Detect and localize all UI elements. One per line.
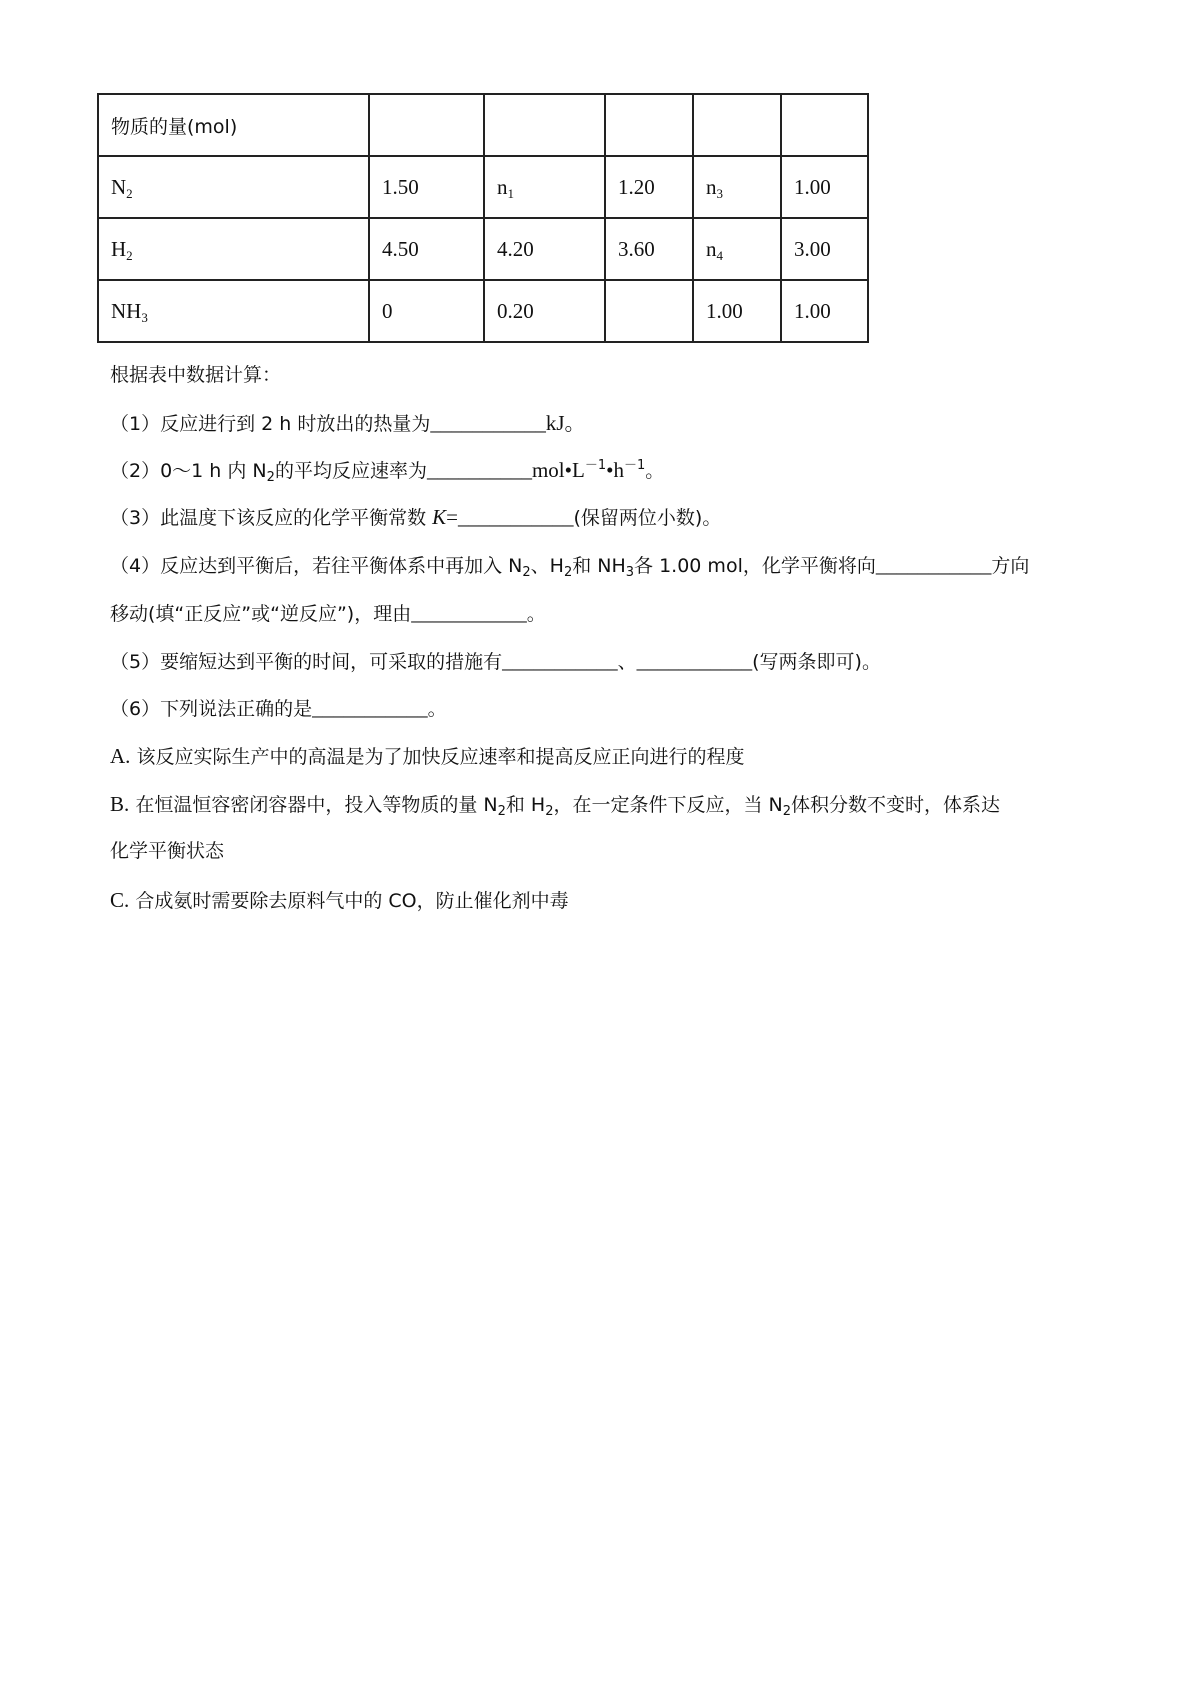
row-species: $N_2$ [98, 156, 369, 218]
table-header-row [98, 94, 868, 156]
table-header-label: 物质的量(mol) [98, 94, 369, 156]
intro-text: 根据表中数据计算： [110, 364, 282, 386]
table-row [98, 218, 868, 280]
table-cell: 1.00 [781, 280, 868, 342]
option-c: C. 合成氨时需要除去原料气中的 CO，防止催化剂中毒 [110, 888, 569, 912]
table-cell: 4.20 [484, 218, 605, 280]
answer-blank: ___________ [312, 696, 428, 720]
answer-blank: ___________ [502, 649, 618, 673]
answer-blank: ___________ [430, 411, 546, 435]
table-cell: 1.00 [781, 156, 868, 218]
table-cell: 3.60 [605, 218, 693, 280]
table-cell: $n_1$ [484, 156, 605, 218]
table-row [98, 156, 868, 218]
question-1: （1）反应进行到 2 h 时放出的热量为___________kJ。 [110, 411, 586, 435]
row-species: $NH_3$ [98, 280, 369, 342]
table-cell: 3.00 [781, 218, 868, 280]
table-cell [605, 280, 693, 342]
table-row [98, 280, 868, 342]
question-6: （6）下列说法正确的是___________。 [110, 696, 447, 720]
table-cell: 0 [369, 280, 484, 342]
table-cell: 0.20 [484, 280, 605, 342]
table-cell: 1.50 [369, 156, 484, 218]
question-4: （4）反应达到平衡后，若往平衡体系中再加入 $N_2$、$H_2$和 $NH_3$各 1.00 mol，化学平衡将向___________方向 [110, 553, 1030, 580]
table-cell: $n_4$ [693, 218, 781, 280]
answer-blank: ___________ [636, 649, 753, 673]
answer-blank: ___________ [875, 553, 992, 577]
question-4-line2: 移动(填“正反应”或“逆反应”)，理由___________。 [110, 601, 546, 625]
table-cell: $n_3$ [693, 156, 781, 218]
option-b-line2: 化学平衡状态 [110, 840, 225, 862]
table-cell: 4.50 [369, 218, 484, 280]
table-cell [781, 94, 868, 156]
answer-blank: ___________ [411, 601, 527, 625]
table-cell [693, 94, 781, 156]
question-5: （5）要缩短达到平衡的时间，可采取的措施有___________、___________(写两条即可)。 [110, 649, 881, 673]
option-b: B. 在恒温恒容密闭容器中，投入等物质的量 $N_2$和 $H_2$，在一定条件下反应，当 $N_2$体积分数不变时，体系达 [110, 792, 1001, 819]
option-a: A. 该反应实际生产中的高温是为了加快反应速率和提高反应正向进行的程度 [110, 744, 745, 768]
table-cell [484, 94, 605, 156]
row-species: $H_2$ [98, 218, 369, 280]
answer-blank: __________ [426, 458, 532, 482]
table-cell: 1.20 [605, 156, 693, 218]
table-cell: 1.00 [693, 280, 781, 342]
answer-blank: ___________ [458, 505, 574, 529]
question-2: （2）0～1 h 内 $N_2$的平均反应速率为$\_\_\_\_\_\_\_\_\_\_mol•L^{-1}•h^{-1}$。 [110, 458, 665, 485]
data-table [97, 93, 869, 343]
table-cell [369, 94, 484, 156]
question-3: （3）此温度下该反应的化学平衡常数 K=___________(保留两位小数)。 [110, 505, 722, 529]
table-cell [605, 94, 693, 156]
